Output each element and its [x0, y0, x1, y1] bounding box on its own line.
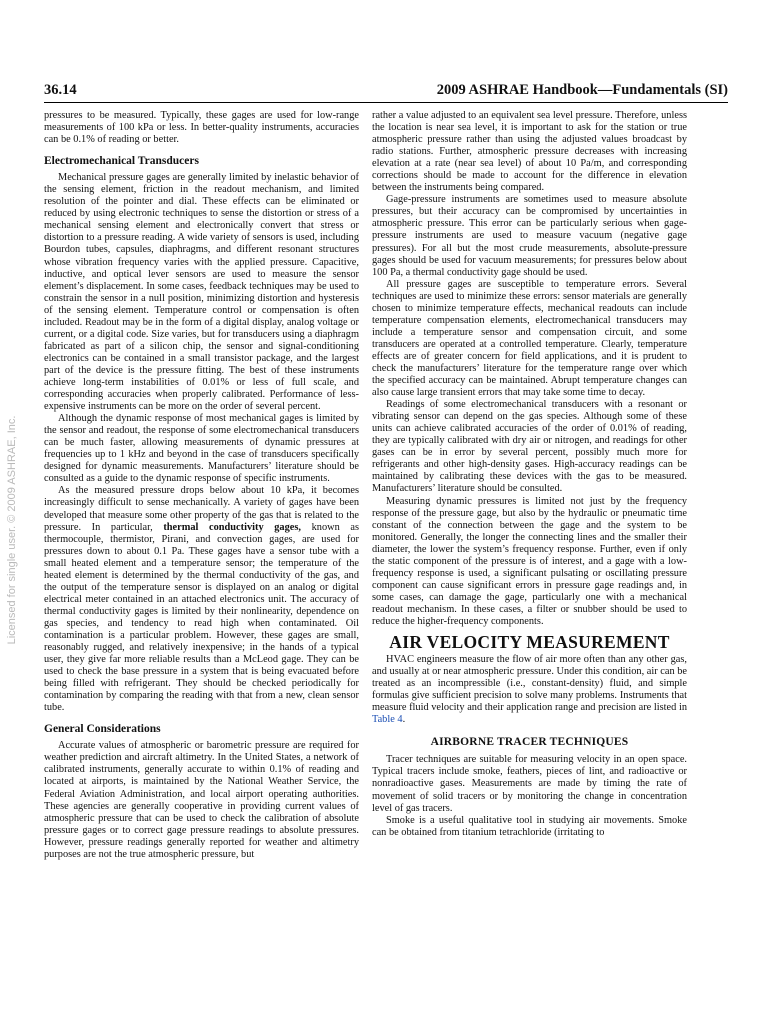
paragraph-mechanical-gages: Mechanical pressure gages are generally limited by inelastic behavior of the sensing element, friction in the readout mechanism, and limited resolution of the pointer and dial. These effects can be eliminated or reduced by using electronic techniques to sense the distortion or stress of a mechanical sensing element and electronically convert that stress or distortion to a pressure reading. A wide variety of sensors is used, including Bourdon tubes, capsules, diaphragms, and different resonant structures whose vibration frequency varies with the applied pressure. Capacitive, inductive, and optical lever sensors are used to measure the sensor element’s displacement. In some cases, feedback techniques may be used to constrain the sensor in a null position, minimizing distortion and hysteresis of the sensing element. Temperature control or compensation is often included. Readout may be in the form of a digital display, analog voltage or current, or a digital code. Size varies, but for transducers using a diaphragm fabricated as part of a silicon chip, the sensor and signal-conditioning electronics can be contained in a small transistor package, and the largest part of the device is the pressure fitting. The best of these instruments achieve long-term instabilities of 0.01% or less of full scale, and corresponding accuracies when properly calibrated. Performance of less-expensive instruments can be more on the order of several percent.	[44, 172, 359, 413]
table-4-link[interactable]: Table 4	[372, 714, 403, 726]
license-watermark: Licensed for single user. © 2009 ASHRAE, Inc.	[6, 415, 18, 645]
page-number: 36.14	[44, 82, 77, 98]
paragraph-atmospheric-pressure: Accurate values of atmospheric or barometric pressure are required for weather prediction and aircraft altimetry. In the United States, a network of calibrated instruments, generally accurate to within 0.1% of reading and located at airports, is maintained by the National Weather Service, the Federal Aviation Administration, and local airport operating authorities. These agencies are generally cooperative in providing current values of atmospheric pressure that can be used to check the calibration of absolute pressure gages or to correct gage pressure readings to absolute pressures. However, pressure readings generally reported for weather and altimetry purposes are not the true atmospheric pressure, but	[44, 740, 359, 860]
paragraph-temperature-errors: All pressure gages are susceptible to temperature errors. Several techniques are used to minimize these errors: sensor materials are generally chosen to minimize temperature effects, mechanical readouts can include temperature compensation elements, electromechanical transducers may include a temperature sensor and compensation circuit, and some transducers are operated at a controlled temperature. Clearly, temperature effects are of greater concern for field applications, and it is prudent to check the manufacturers’ literature for the temperature range over which the specified accuracy can be maintained. Abrupt temperature changes can also cause large transient errors that may take some time to decay.	[372, 278, 687, 399]
term-thermal-conductivity-gages: thermal conductivity gages,	[163, 521, 301, 533]
running-title: 2009 ASHRAE Handbook—Fundamentals (SI)	[436, 82, 728, 98]
text-segment: As the measured pressure drops below about 10 kPa, it becomes increasingly difficult to sense mechanically. A variety of gages have been developed that measure some other property of the gas that is related to the pressure. In particular,	[44, 485, 359, 533]
paragraph-air-flow	[372, 654, 687, 726]
paragraph-gas-species: Readings of some electromechanical transducers with a resonant or vibrating sensor can depend on the gas species. Although some of these units can achieve calibrated accuracies of the order of 0.01% of reading, they are typically calibrated with dry air or nitrogen, and readings for other gases can be in error by several percent, possibly much more for refrigerants and other high-density gases. High-accuracy readings can be maintained by calibrating these devices with the gas to be measured. Manufacturers’ literature should be consulted.	[372, 399, 687, 495]
paragraph-tracer-techniques: Tracer techniques are suitable for measuring velocity in an open space. Typical tracers include smoke, feathers, pieces of lint, and radioactive or nonradioactive gases. Measurements are made by timing the rate of movement of solid tracers or by monitoring the change in concentration level of gas tracers.	[372, 754, 687, 814]
paragraph-gage-pressure: Gage-pressure instruments are sometimes used to measure absolute pressures, but their accuracy can be compromised by uncertainties in atmospheric pressure. This error can be particularly serious when gage-pressure instruments are used to measure vacuum (negative gage pressures). For all but the most crude measurements, absolute-pressure gages should be used for vacuum measurements; for pressures below about 100 Pa, a thermal conductivity gage should be used.	[372, 194, 687, 278]
paragraph-dynamic-response: Although the dynamic response of most mechanical gages is limited by the sensor and readout, the response of some electromechanical transducers can be much faster, allowing measurements of dynamic pressures at frequencies up to 1 kHz and beyond in the case of transducers specifically designed for dynamic measurements. Manufacturers’ literature should be consulted as a guide to the dynamic response of specific instruments.	[44, 413, 359, 485]
paragraph-smoke: Smoke is a useful qualitative tool in studying air movements. Smoke can be obtained from titanium tetrachloride (irritating to	[372, 814, 687, 838]
paragraph-thermal-conductivity	[44, 485, 359, 714]
text-segment: known as thermocouple, thermistor, Pirani, and convection gages, are used for pressures down to about 0.1 Pa. These gages have a sensor tube with a small heated element and a temperature sensor; the temperature of the heated element is determined by the thermal conductivity of the gas, and the output of the temperature sensor is displayed on an analog or digital electrical meter contained in an attached electronics unit. The accuracy of thermal conductivity gages is limited by their nonlinearity, dependence on gas species, and tendency to read high when contaminated. Oil contamination is a particular problem. However, these gages are small, reasonably rugged, and relatively inexpensive; in the hands of a typical user, they give far more reliable results than a McLeod gage. They can be used to check the base pressure in a system that is being evacuated before being filled with refrigerant. They should be checked periodically for contamination by comparing the reading with that from a new, clean sensor tube.	[44, 521, 359, 714]
heading-general-considerations: General Considerations	[44, 723, 161, 736]
left-column	[44, 110, 359, 861]
heading-air-velocity-measurement: AIR VELOCITY MEASUREMENT	[389, 632, 670, 653]
heading-airborne-tracer-techniques: AIRBORNE TRACER TECHNIQUES	[430, 736, 629, 749]
paragraph-dynamic-pressures: Measuring dynamic pressures is limited not just by the frequency response of the pressure gage, but also by the hydraulic or pneumatic time constant of the connection between the gage and the system to be monitored. Generally, the longer the connecting lines and the smaller their diameter, the lower the system’s frequency response. Further, even if only the static component of the pressure is of interest, and a gage with a low-frequency response is used, a significant pulsating or oscillating pressure component can cause significant errors in pressure gage readings and, in some cases, can damage the gage, particularly one with a mechanical readout mechanism. In these cases, a filter or snubber should be used to reduce the higher-frequency components.	[372, 495, 687, 627]
text-segment: .	[402, 714, 406, 726]
paragraph-sea-level-continued: rather a value adjusted to an equivalent sea level pressure. Therefore, unless the location is near sea level, it is important to ask for the station or true atmospheric pressure rather than using the adjusted values broadcast by radio stations. Further, atmospheric pressure decreases with increasing elevation at a rate (near sea level) of about 10 Pa/m, and corresponding corrections should be made to account for the difference in elevation between the instruments being compared.	[372, 110, 687, 194]
intro-paragraph: pressures to be measured. Typically, these gages are used for low-range measurements of 100 kPa or less. In better-quality instruments, accuracies can be 0.1% of reading or better.	[44, 110, 359, 146]
page-header	[44, 80, 728, 103]
text-segment: HVAC engineers measure the flow of air more often than any other gas, and usually at or near atmospheric pressure. Under this condition, air can be treated as an incompressible (i.e., constant-density) fluid, and simple formulas give sufficient precision to solve many problems. Instruments that measure fluid velocity and their application range and precision are listed in	[372, 654, 687, 714]
heading-electromechanical-transducers: Electromechanical Transducers	[44, 155, 199, 168]
right-column	[372, 110, 687, 839]
